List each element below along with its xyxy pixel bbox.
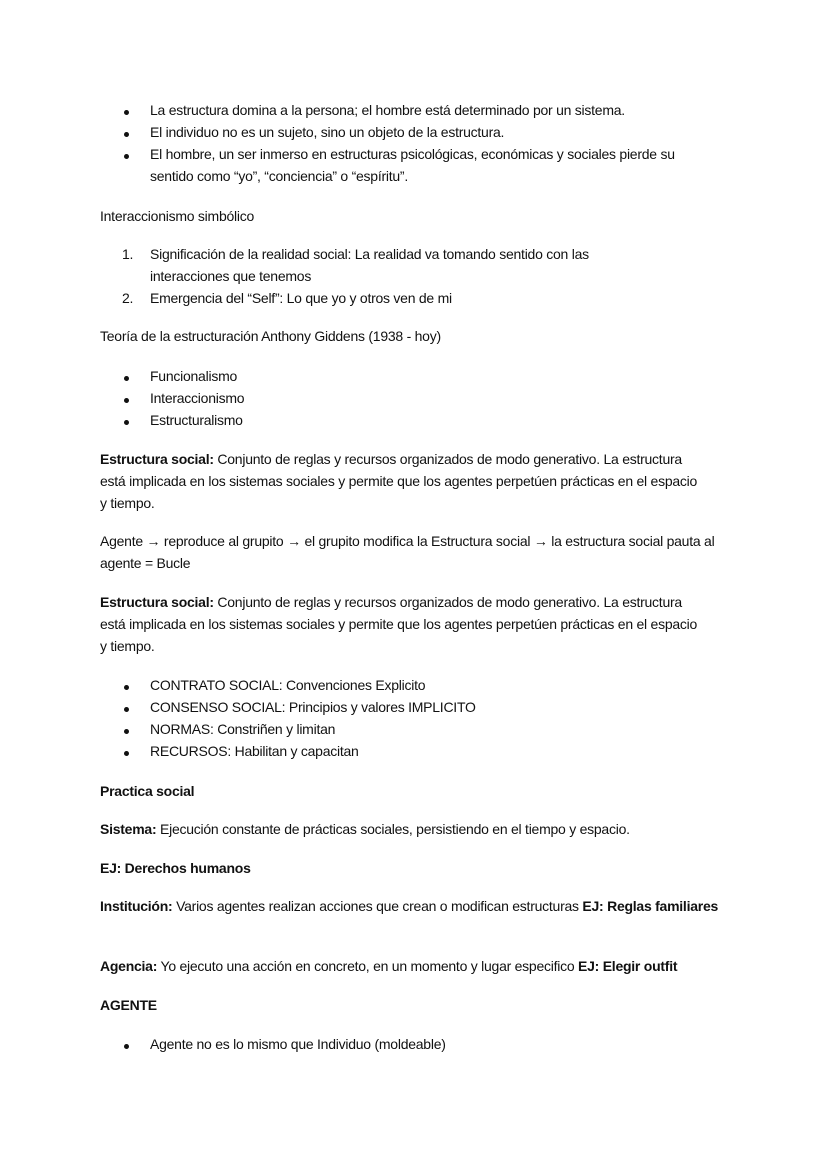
- list-item-text: CONTRATO SOCIAL: Convenciones Explicito: [150, 677, 426, 693]
- bullet-icon: [124, 420, 129, 425]
- list-item: [100, 143, 715, 187]
- sistema-definition: [100, 818, 760, 840]
- estructura-social-definition: [100, 448, 700, 514]
- list-item: [100, 365, 730, 387]
- agencia-definition: [100, 955, 780, 977]
- definition-text: Conjunto de reglas y recursos organizados de modo generativo. La estructura está implicada en los sistemas sociales y permite que los agentes perpetúen prácticas en el espacio y tiempo.: [100, 594, 698, 654]
- giddens-list: [100, 365, 730, 431]
- bullet-icon: [124, 685, 129, 690]
- structuralism-list: [100, 99, 730, 187]
- bullet-icon: [124, 398, 129, 403]
- bullet-icon: [124, 751, 129, 756]
- list-item-text: Funcionalismo: [150, 368, 238, 384]
- term: Institución:: [100, 898, 173, 914]
- definition-text: Ejecución constante de prácticas sociales, persistiendo en el tiempo y espacio.: [156, 821, 630, 837]
- list-item-text: NORMAS: Constriñen y limitan: [150, 721, 336, 737]
- list-item: [100, 718, 730, 740]
- list-item-text: Significación de la realidad social: La realidad va tomando sentido con las interacciones que tenemos: [150, 246, 589, 284]
- list-item: [100, 1033, 730, 1055]
- list-item-text: Estructuralismo: [150, 412, 243, 428]
- example: EJ: Reglas familiares: [582, 898, 719, 914]
- list-item-text: CONSENSO SOCIAL: Principios y valores IMPLICITO: [150, 699, 476, 715]
- term: Estructura social:: [100, 594, 214, 610]
- list-item: [100, 696, 730, 718]
- list-item: [100, 99, 730, 121]
- list-item: [100, 243, 640, 287]
- ej-derechos: EJ: Derechos humanos: [100, 860, 251, 876]
- list-item: [100, 121, 730, 143]
- list-item: [100, 740, 730, 762]
- list-number: 1.: [122, 246, 134, 262]
- practica-social-heading: Practica social: [100, 783, 195, 799]
- list-item-text: Emergencia del “Self”: Lo que yo y otros ven de mi: [150, 290, 452, 306]
- interaccionismo-heading: Interaccionismo simbólico: [100, 208, 255, 224]
- definition-text: Varios agentes realizan acciones que crean o modifican estructuras: [172, 898, 583, 914]
- list-item: [100, 387, 730, 409]
- estructura-social-definition-repeat: [100, 591, 700, 657]
- bullet-icon: [124, 110, 129, 115]
- interaccionismo-list: [100, 243, 640, 309]
- list-item-text: La estructura domina a la persona; el hombre está determinado por un sistema.: [150, 102, 625, 118]
- list-item-text: Interaccionismo: [150, 390, 245, 406]
- list-item-text: El hombre, un ser inmerso en estructuras psicológicas, económicas y sociales pierde su sentido como “yo”, “conciencia” o “espíritu”.: [150, 146, 675, 184]
- list-item-text: El individuo no es un sujeto, sino un objeto de la estructura.: [150, 124, 505, 140]
- example: EJ: Elegir outfit: [578, 958, 678, 974]
- bullet-icon: [124, 729, 129, 734]
- term: Sistema:: [100, 821, 157, 837]
- list-number: 2.: [122, 290, 134, 306]
- term: Estructura social:: [100, 451, 214, 467]
- bucle-paragraph: Agente → reproduce al grupito → el grupito modifica la Estructura social → la estructura social pauta al agente = Bucle: [100, 533, 715, 571]
- estructura-components-list: [100, 674, 730, 762]
- institucion-definition: [100, 895, 720, 917]
- list-item: [100, 409, 730, 431]
- agente-heading: AGENTE: [100, 997, 157, 1013]
- list-item-text: Agente no es lo mismo que Individuo (moldeable): [150, 1036, 446, 1052]
- definition-text: Yo ejecuto una acción en concreto, en un momento y lugar especifico: [157, 958, 579, 974]
- list-item: [100, 674, 730, 696]
- bullet-icon: [124, 154, 129, 159]
- bullet-icon: [124, 707, 129, 712]
- agente-list: [100, 1033, 730, 1055]
- list-item: [100, 287, 640, 309]
- bullet-icon: [124, 132, 129, 137]
- list-item-text: RECURSOS: Habilitan y capacitan: [150, 743, 359, 759]
- term: Agencia:: [100, 958, 158, 974]
- giddens-heading: Teoría de la estructuración Anthony Giddens (1938 - hoy): [100, 328, 441, 344]
- definition-text: Conjunto de reglas y recursos organizados de modo generativo. La estructura está implicada en los sistemas sociales y permite que los agentes perpetúen prácticas en el espacio y tiempo.: [100, 451, 698, 511]
- bullet-icon: [124, 376, 129, 381]
- bullet-icon: [124, 1044, 129, 1049]
